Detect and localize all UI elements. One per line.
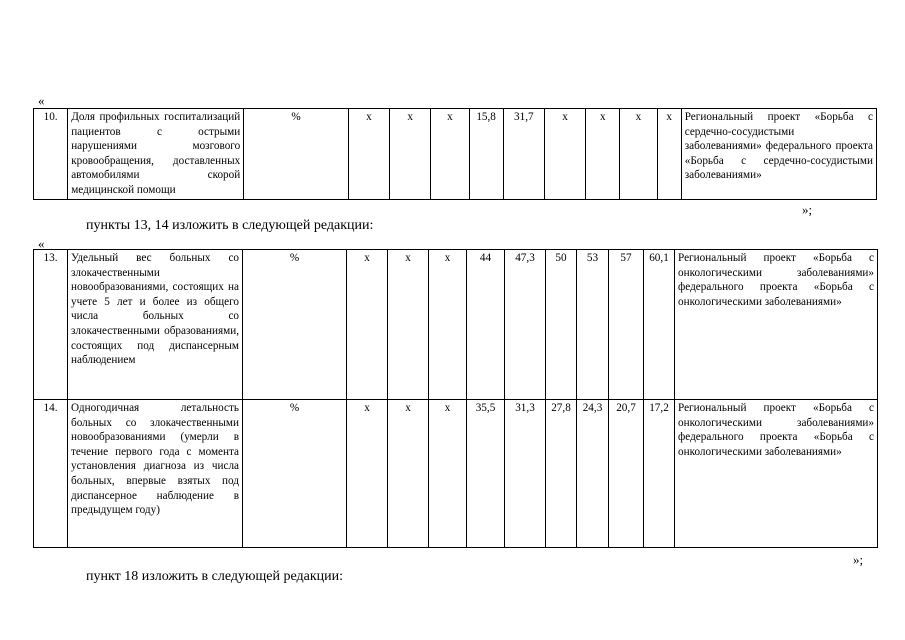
value-cell: х [429,400,467,548]
amendment-instruction-18: пункт 18 изложить в следующей редакции: [86,569,343,584]
value-cell: 35,5 [467,400,505,548]
indicator-name: Одногодичная летальность больных со злокачественными новообразованиями (умерли в течение первого года с момента установления диагноза из числа больных, впервые взятых под диспансерное наблюдение в предыдущем году) [68,400,243,548]
indicator-name: Доля профильных госпитализаций пациентов с острыми нарушениями мозгового кровообращения, доставленных автомобилями скорой медицинской помощи [68,109,244,200]
table-row [34,250,878,400]
project-cell: Региональный проект «Борьба с онкологическими заболеваниями» федерального проекта «Борьба с онкологическими заболеваниями» [675,400,878,548]
value-cell: 17,2 [644,400,675,548]
value-cell: 50 [546,250,577,400]
value-cell: 15,8 [469,109,503,200]
closing-quote-2: »; [853,552,864,567]
value-cell: х [388,250,429,400]
amendment-instruction-13-14: пункты 13, 14 изложить в следующей редакции: [86,218,374,233]
value-cell: 57 [609,250,644,400]
value-cell: х [586,109,620,200]
unit-cell: % [243,400,347,548]
opening-quote-1: « [38,93,45,108]
project-cell: Региональный проект «Борьба с сердечно-сосудистыми заболеваниями» федерального проекта «Борьба с сердечно-сосудистыми заболеваниями» [681,109,876,200]
row-number: 13. [34,250,68,400]
table-row [34,109,877,200]
value-cell: х [429,250,467,400]
indicator-table-1 [33,108,877,200]
unit-cell: % [244,109,349,200]
value-cell: х [544,109,585,200]
value-cell: 31,7 [503,109,544,200]
value-cell: х [347,250,388,400]
project-cell: Региональный проект «Борьба с онкологическими заболеваниями» федерального проекта «Борьба с онкологическими заболеваниями» [675,250,878,400]
value-cell: х [657,109,681,200]
table-row [34,400,878,548]
value-cell: х [348,109,389,200]
opening-quote-2: « [38,236,45,251]
row-number: 14. [34,400,68,548]
indicator-table-2 [33,249,878,548]
closing-quote-1: »; [802,202,813,217]
value-cell: 60,1 [644,250,675,400]
unit-cell: % [243,250,347,400]
value-cell: х [390,109,431,200]
value-cell: 47,3 [505,250,546,400]
value-cell: х [347,400,388,548]
value-cell: х [388,400,429,548]
value-cell: х [620,109,657,200]
row-number: 10. [34,109,68,200]
value-cell: 20,7 [609,400,644,548]
value-cell: 53 [577,250,609,400]
value-cell: 27,8 [546,400,577,548]
value-cell: 24,3 [577,400,609,548]
value-cell: х [431,109,469,200]
value-cell: 44 [467,250,505,400]
value-cell: 31,3 [505,400,546,548]
indicator-name: Удельный вес больных со злокачественными новообразованиями, состоящих на учете 5 лет и более из общего числа больных со злокачественными образованиями, состоящих под диспансерным наблюдением [68,250,243,400]
